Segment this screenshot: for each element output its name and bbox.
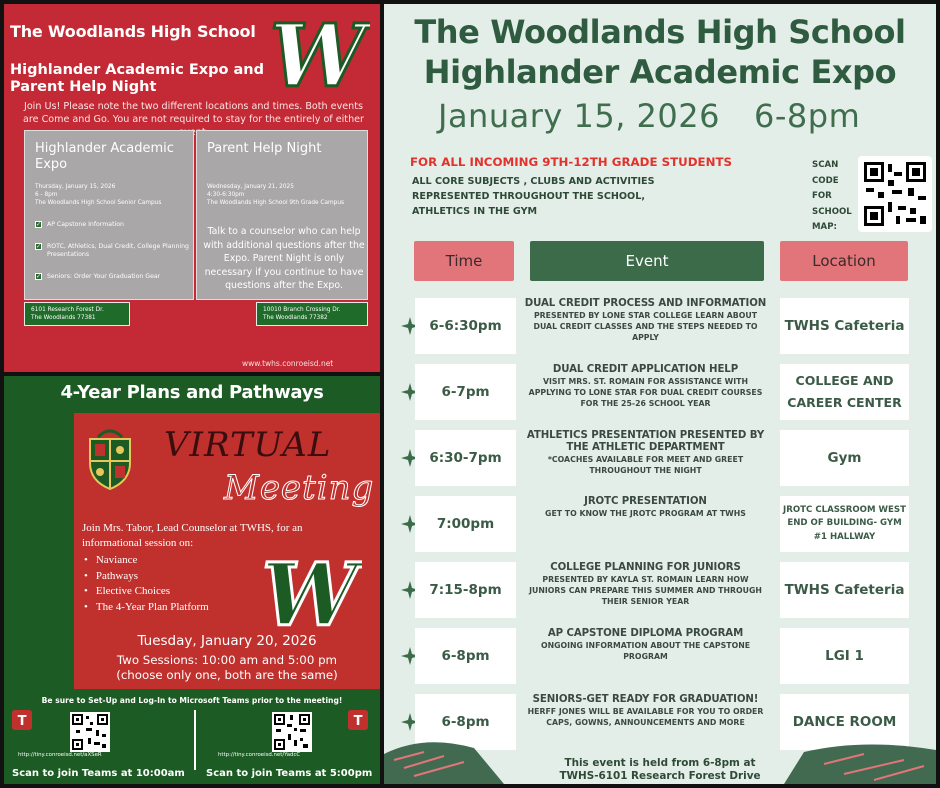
row-event: DUAL CREDIT PROCESS AND INFORMATION PRESENTED BY LONE STAR COLLEGE LEARN ABOUT DUAL CREDIT CLASSES AND THE STEPS NEEDED TO APPLY — [524, 298, 767, 342]
qr-code-10am[interactable] — [70, 712, 110, 752]
row-time: 6-6:30pm — [415, 298, 516, 354]
expo-card-title: Highlander Academic Expo — [35, 141, 174, 172]
row-event: DUAL CREDIT APPLICATION HELP VISIT MRS. ST. ROMAIN FOR ASSISTANCE WITH APPLYING TO LONE STAR FOR DUAL CREDIT COURSES FOR THE 25-26 SCHOOL YEAR — [528, 364, 763, 408]
check-icon: ✓ — [36, 243, 42, 250]
row-time: 6-7pm — [415, 364, 516, 420]
expo-item: ✓ ROTC, Athletics, Dual Credit, College Planning Presentations — [36, 243, 189, 258]
row-time: 7:00pm — [415, 496, 516, 552]
crest-icon — [80, 425, 140, 491]
list-item: • Naviance — [84, 553, 209, 569]
school-map-qr-code[interactable] — [858, 156, 932, 232]
footer-time: This event is held from 6-8pm at — [564, 757, 756, 769]
woodlands-w-logo — [258, 553, 362, 633]
row-location: DANCE ROOM — [780, 694, 909, 750]
table-row — [384, 298, 936, 354]
teams-link-1[interactable]: http://tiny.conroeisd.net/aXSeR — [18, 752, 102, 758]
school-url[interactable]: www.twhs.conroeisd.net — [242, 359, 334, 368]
meeting-heading: Meeting — [224, 468, 375, 508]
row-event: AP CAPSTONE DIPLOMA PROGRAM ONGOING INFORMATION ABOUT THE CAPSTONE PROGRAM — [540, 628, 751, 661]
page-subtitle: Highlander Academic Expo — [423, 53, 897, 91]
audience: FOR ALL INCOMING 9TH-12TH GRADE STUDENTS — [410, 155, 733, 169]
scan-label-10am: Scan to join Teams at 10:00am — [12, 768, 185, 779]
four-year-plans-panel — [4, 376, 380, 784]
expo-place: The Woodlands High School Senior Campus — [35, 200, 162, 206]
night-time: 4:30-6:30pm — [207, 192, 245, 198]
check-icon: ✓ — [36, 221, 42, 228]
academic-expo-schedule-panel — [384, 4, 936, 784]
school-name: The Woodlands High School — [10, 22, 256, 41]
row-event: COLLEGE PLANNING FOR JUNIORS PRESENTED BY KAYLA ST. ROMAIN LEARN HOW JUNIORS CAN PREPARE THIS SUMMER AND THROUGH THEIR SENIOR YEAR — [529, 562, 762, 606]
scan-map-label: SCAN CODE FOR SCHOOL MAP: — [812, 160, 852, 232]
row-event: JROTC PRESENTATION GET TO KNOW THE JROTC PROGRAM AT TWHS — [545, 496, 746, 518]
expo-item: ✓ Seniors: Order Your Graduation Gear — [36, 273, 161, 280]
qr-code-5pm[interactable] — [272, 712, 312, 752]
night-place: The Woodlands High School 9th Grade Campus — [207, 200, 345, 206]
expo-item: ✓ AP Capstone Information — [36, 221, 124, 228]
join-text: Join Mrs. Tabor, Lead Counselor at TWHS, for an informational session on: — [82, 522, 303, 549]
table-row — [384, 496, 936, 552]
row-location: Gym — [780, 430, 909, 486]
row-time: 6:30-7pm — [415, 430, 516, 486]
night-card-title: Parent Help Night — [207, 141, 322, 156]
svg-text:T: T — [353, 714, 363, 729]
column-header-event: Event — [530, 241, 764, 281]
footer-address: TWHS-6101 Research Forest Drive — [559, 770, 761, 782]
event-title: Highlander Academic Expo and Parent Help Night — [10, 62, 264, 95]
row-location: COLLEGE AND CAREER CENTER — [780, 364, 909, 420]
row-location: LGI 1 — [780, 628, 909, 684]
night-card-details — [207, 183, 367, 207]
virtual-heading: VIRTUAL — [164, 425, 332, 465]
night-card-body: Talk to a counselor who can help with additional questions after the Expo. Parent Night is only necessary if you continue to have questions after the Expo. — [203, 226, 365, 291]
page-title: The Woodlands High School — [414, 13, 906, 51]
row-time: 6-8pm — [415, 628, 516, 684]
ninth-grade-campus-address: 10010 Branch Crossing Dr. The Woodlands 77382 — [256, 302, 368, 326]
teams-link-2[interactable]: http://tiny.conroeisd.net/YadcC — [218, 752, 301, 758]
table-row — [384, 562, 936, 618]
teams-icon — [12, 710, 32, 730]
topic-list — [84, 553, 209, 615]
table-row — [384, 430, 936, 486]
svg-text:W: W — [269, 16, 367, 96]
expo-card-details — [35, 183, 195, 207]
event-date-time: January 15, 2026 6-8pm — [438, 97, 861, 135]
expo-date: Thursday, January 15, 2026 — [35, 184, 116, 190]
woodlands-w-logo — [266, 16, 370, 96]
teams-warning: Be sure to Set-Up and Log-In to Microsoft Teams prior to the meeting! — [41, 696, 343, 705]
svg-text:W: W — [261, 553, 359, 633]
svg-text:T: T — [17, 714, 27, 729]
meeting-date: Tuesday, January 20, 2026 — [137, 633, 317, 649]
divider — [194, 710, 196, 770]
column-header-location: Location — [780, 241, 908, 281]
row-event: SENIORS-GET READY FOR GRADUATION! HERFF JONES WILL BE AVAILABLE FOR YOU TO ORDER CAPS, GOWNS, ANNOUNCEMENTS AND MORE — [527, 694, 764, 727]
night-date: Wednesday, January 21, 2025 — [207, 184, 294, 190]
expo-parent-night-panel — [4, 4, 380, 372]
event-description: ALL CORE SUBJECTS , CLUBS AND ACTIVITIES REPRESENTED THROUGHOUT THE SCHOOL, ATHLETICS IN THE GYM — [412, 176, 655, 217]
column-header-time: Time — [414, 241, 514, 281]
expo-card — [24, 130, 194, 300]
list-item: • Elective Choices — [84, 584, 209, 600]
row-event: ATHLETICS PRESENTATION PRESENTED BY THE ATHLETIC DEPARTMENT *COACHES AVAILABLE FOR MEET AND GREET THROUGHOUT THE NIGHT — [526, 430, 765, 475]
row-location: TWHS Cafeteria — [780, 298, 909, 354]
meeting-sessions: Two Sessions: 10:00 am and 5:00 pm (choose only one, both are the same) — [116, 653, 338, 682]
table-row — [384, 364, 936, 420]
intro-text: Join Us! Please note the two different locations and times. Both events are Come and Go. You are not required to stay for the entirely of either — [23, 101, 364, 125]
virtual-meeting-box — [74, 413, 380, 689]
list-item: • The 4-Year Plan Platform — [84, 600, 209, 616]
scan-label-5pm: Scan to join Teams at 5:00pm — [206, 768, 373, 779]
row-time: 7:15-8pm — [415, 562, 516, 618]
check-icon: ✓ — [36, 273, 42, 280]
list-item: • Pathways — [84, 569, 209, 585]
expo-time: 6 - 8pm — [35, 192, 58, 198]
row-time: 6-8pm — [415, 694, 516, 750]
row-location: TWHS Cafeteria — [780, 562, 909, 618]
panel-title: 4-Year Plans and Pathways — [60, 382, 324, 403]
parent-night-card — [196, 130, 368, 300]
senior-campus-address: 6101 Research Forest Dr. The Woodlands 77381 — [24, 302, 130, 326]
teams-icon — [348, 710, 368, 730]
table-row — [384, 628, 936, 684]
row-location: JROTC CLASSROOM WEST END OF BUILDING- GYM #1 HALLWAY — [780, 496, 909, 552]
